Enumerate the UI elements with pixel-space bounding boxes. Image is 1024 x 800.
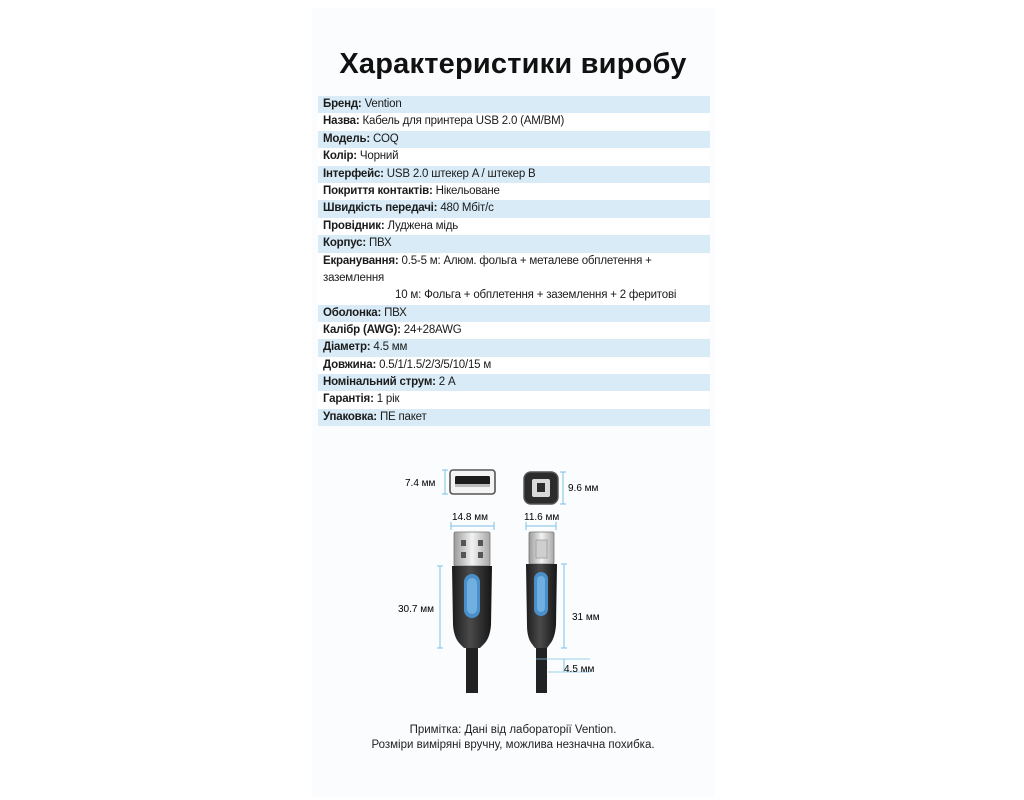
spec-row (318, 96, 710, 113)
spec-value: 24+28AWG (403, 323, 462, 336)
spec-key: Номінальний струм: (323, 376, 436, 389)
usb-b-end-view (524, 472, 558, 504)
usb-b-connector (526, 532, 557, 693)
spec-key: Гарантія: (323, 393, 374, 406)
footnote (312, 723, 714, 752)
spec-value: USB 2.0 штекер A / штекер B (386, 167, 536, 180)
spec-value: 0.5-5 м: Алюм. фольга + металеве обплетення + заземлення (323, 254, 652, 284)
spec-key: Оболонка: (323, 306, 382, 319)
dim-usb-a-width: 14.8 мм (452, 512, 488, 523)
spec-row-shielding (318, 253, 710, 305)
spec-value: Vention (364, 98, 402, 110)
spec-key: Модель: (323, 132, 370, 145)
spec-value: COQ (372, 132, 399, 145)
spec-key: Упаковка: (323, 410, 377, 423)
spec-row (318, 322, 710, 339)
spec-row (318, 113, 710, 130)
spec-row (318, 218, 710, 235)
spec-row (318, 374, 710, 391)
spec-value-line2: 10 м: Фольга + обплетення + заземлення + 2 феритові (395, 289, 677, 302)
spec-value: 0.5/1/1.5/2/3/5/10/15 м (379, 358, 492, 371)
spec-key: Калібр (AWG): (323, 323, 401, 336)
spec-row (318, 131, 710, 148)
spec-row (318, 183, 710, 200)
spec-row (318, 235, 710, 252)
spec-value: 480 Мбіт/с (440, 202, 494, 215)
spec-value: 1 рік (376, 393, 400, 406)
spec-key: Провідник: (323, 219, 385, 232)
dim-usb-a-height: 7.4 мм (405, 478, 436, 489)
spec-key: Корпус: (323, 237, 366, 250)
spec-value: ПЕ пакет (379, 410, 427, 423)
spec-key: Екранування: (323, 254, 399, 267)
spec-row (318, 166, 710, 183)
usb-a-connector (452, 532, 492, 693)
spec-row (318, 391, 710, 408)
spec-key: Покриття контактів: (323, 184, 433, 197)
spec-row (318, 409, 710, 426)
spec-key: Інтерфейс: (323, 167, 384, 180)
spec-value: Кабель для принтера USB 2.0 (AM/BM) (362, 115, 565, 128)
spec-value: Луджена мідь (387, 219, 459, 232)
dim-usb-a-length: 30.7 мм (398, 604, 434, 615)
spec-row (318, 305, 710, 322)
spec-key: Швидкість передачі: (323, 202, 438, 215)
spec-key: Колір: (323, 150, 357, 163)
dim-cable-diameter: 4.5 мм (564, 664, 595, 675)
footnote-line2: Розміри виміряні вручну, можлива незначна похибка. (371, 738, 655, 751)
spec-value: Чорний (359, 150, 399, 163)
spec-row (318, 200, 710, 217)
spec-value: ПВХ (368, 237, 392, 250)
spec-value: 2 A (438, 376, 456, 389)
spec-table (318, 96, 710, 426)
spec-value: 4.5 мм (373, 341, 408, 354)
spec-row (318, 148, 710, 165)
spec-row (318, 357, 710, 374)
spec-key: Назва: (323, 115, 360, 128)
usb-a-end-view (450, 470, 495, 494)
footnote-line1: Примітка: Дані від лабораторії Vention. (409, 724, 617, 736)
cable-dimension-diagram (398, 460, 618, 710)
spec-key: Діаметр: (323, 341, 371, 354)
dim-usb-b-height: 9.6 мм (568, 483, 599, 494)
spec-key: Довжина: (323, 358, 377, 371)
page-title: Характеристики виробу (339, 48, 687, 80)
spec-key: Бренд: (323, 98, 362, 110)
dim-usb-b-width: 11.6 мм (524, 512, 560, 523)
spec-value: ПВХ (384, 306, 407, 319)
spec-row (318, 339, 710, 356)
dim-usb-b-length: 31 мм (572, 612, 600, 623)
spec-value: Нікельоване (435, 184, 500, 197)
